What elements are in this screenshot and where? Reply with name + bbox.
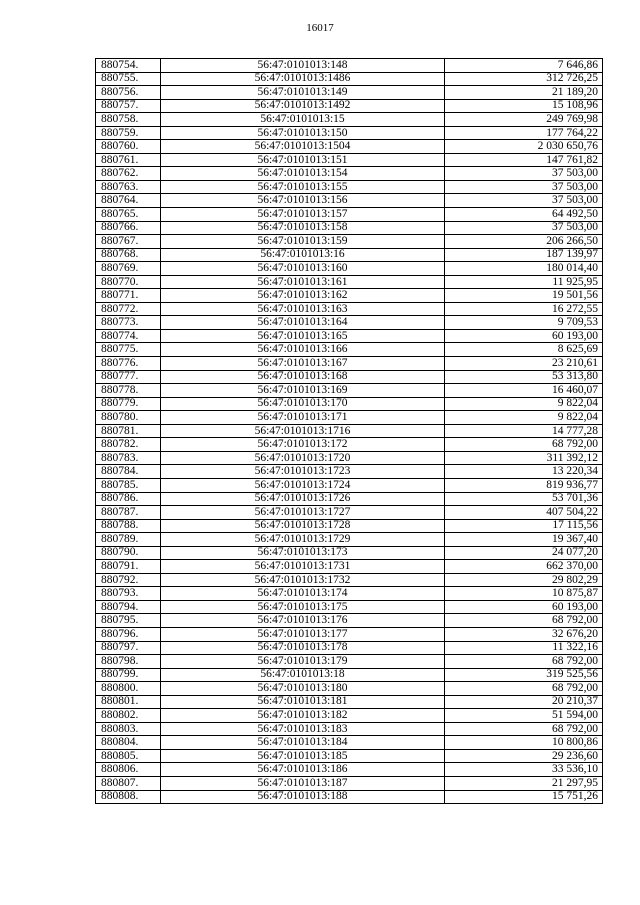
table-row bbox=[96, 573, 603, 587]
cadastral-value-cell: 68 792,00 bbox=[445, 722, 603, 736]
table-row bbox=[96, 519, 603, 533]
cadastral-value-cell: 180 014,40 bbox=[445, 262, 603, 276]
cadastral-value-cell: 53 313,80 bbox=[445, 370, 603, 384]
row-number-cell: 880805. bbox=[96, 749, 161, 763]
cadastral-value-cell: 13 220,34 bbox=[445, 465, 603, 479]
cadastral-number-cell: 56:47:0101013:18 bbox=[161, 668, 445, 682]
cadastral-number-cell: 56:47:0101013:188 bbox=[161, 790, 445, 804]
cadastral-number-cell: 56:47:0101013:1727 bbox=[161, 506, 445, 520]
cadastral-value-cell: 15 751,26 bbox=[445, 790, 603, 804]
row-number-cell: 880762. bbox=[96, 167, 161, 181]
cadastral-number-cell: 56:47:0101013:157 bbox=[161, 208, 445, 222]
table-row bbox=[96, 180, 603, 194]
row-number-cell: 880793. bbox=[96, 587, 161, 601]
table-row bbox=[96, 194, 603, 208]
cadastral-number-cell: 56:47:0101013:15 bbox=[161, 113, 445, 127]
cadastral-number-cell: 56:47:0101013:181 bbox=[161, 695, 445, 709]
table-row bbox=[96, 465, 603, 479]
row-number-cell: 880763. bbox=[96, 180, 161, 194]
cadastral-number-cell: 56:47:0101013:164 bbox=[161, 316, 445, 330]
table-row bbox=[96, 424, 603, 438]
cadastral-value-cell: 29 236,60 bbox=[445, 749, 603, 763]
row-number-cell: 880808. bbox=[96, 790, 161, 804]
table-row bbox=[96, 614, 603, 628]
cadastral-number-cell: 56:47:0101013:171 bbox=[161, 411, 445, 425]
cadastral-value-cell: 53 701,36 bbox=[445, 492, 603, 506]
cadastral-number-cell: 56:47:0101013:165 bbox=[161, 329, 445, 343]
cadastral-number-cell: 56:47:0101013:154 bbox=[161, 167, 445, 181]
cadastral-number-cell: 56:47:0101013:1723 bbox=[161, 465, 445, 479]
table-row bbox=[96, 776, 603, 790]
cadastral-number-cell: 56:47:0101013:1732 bbox=[161, 573, 445, 587]
cadastral-value-cell: 177 764,22 bbox=[445, 126, 603, 140]
row-number-cell: 880783. bbox=[96, 451, 161, 465]
cadastral-number-cell: 56:47:0101013:149 bbox=[161, 86, 445, 100]
row-number-cell: 880779. bbox=[96, 397, 161, 411]
cadastral-number-cell: 56:47:0101013:163 bbox=[161, 302, 445, 316]
cadastral-value-cell: 206 266,50 bbox=[445, 235, 603, 249]
cadastral-value-cell: 37 503,00 bbox=[445, 194, 603, 208]
table-row bbox=[96, 235, 603, 249]
cadastral-number-cell: 56:47:0101013:177 bbox=[161, 627, 445, 641]
row-number-cell: 880761. bbox=[96, 153, 161, 167]
row-number-cell: 880771. bbox=[96, 289, 161, 303]
row-number-cell: 880775. bbox=[96, 343, 161, 357]
cadastral-value-cell: 60 193,00 bbox=[445, 600, 603, 614]
cadastral-value-cell: 68 792,00 bbox=[445, 438, 603, 452]
row-number-cell: 880757. bbox=[96, 99, 161, 113]
cadastral-value-cell: 10 875,87 bbox=[445, 587, 603, 601]
cadastral-number-cell: 56:47:0101013:1716 bbox=[161, 424, 445, 438]
cadastral-number-cell: 56:47:0101013:155 bbox=[161, 180, 445, 194]
table-row bbox=[96, 560, 603, 574]
cadastral-value-table bbox=[95, 58, 603, 804]
table-row bbox=[96, 790, 603, 804]
row-number-cell: 880802. bbox=[96, 709, 161, 723]
row-number-cell: 880769. bbox=[96, 262, 161, 276]
row-number-cell: 880799. bbox=[96, 668, 161, 682]
cadastral-value-cell: 20 210,37 bbox=[445, 695, 603, 709]
cadastral-number-cell: 56:47:0101013:185 bbox=[161, 749, 445, 763]
cadastral-value-cell: 147 761,82 bbox=[445, 153, 603, 167]
table-row bbox=[96, 126, 603, 140]
row-number-cell: 880804. bbox=[96, 736, 161, 750]
table-row bbox=[96, 343, 603, 357]
cadastral-value-cell: 33 536,10 bbox=[445, 763, 603, 777]
cadastral-number-cell: 56:47:0101013:172 bbox=[161, 438, 445, 452]
cadastral-number-cell: 56:47:0101013:187 bbox=[161, 776, 445, 790]
table-row bbox=[96, 627, 603, 641]
row-number-cell: 880765. bbox=[96, 208, 161, 222]
cadastral-value-cell: 311 392,12 bbox=[445, 451, 603, 465]
cadastral-value-cell: 16 460,07 bbox=[445, 384, 603, 398]
row-number-cell: 880774. bbox=[96, 329, 161, 343]
table-row bbox=[96, 600, 603, 614]
row-number-cell: 880797. bbox=[96, 641, 161, 655]
row-number-cell: 880785. bbox=[96, 478, 161, 492]
cadastral-value-cell: 312 726,25 bbox=[445, 72, 603, 86]
cadastral-value-cell: 9 709,53 bbox=[445, 316, 603, 330]
row-number-cell: 880787. bbox=[96, 506, 161, 520]
table-row bbox=[96, 546, 603, 560]
cadastral-number-cell: 56:47:0101013:178 bbox=[161, 641, 445, 655]
cadastral-number-cell: 56:47:0101013:174 bbox=[161, 587, 445, 601]
row-number-cell: 880807. bbox=[96, 776, 161, 790]
cadastral-number-cell: 56:47:0101013:168 bbox=[161, 370, 445, 384]
cadastral-value-cell: 60 193,00 bbox=[445, 329, 603, 343]
row-number-cell: 880778. bbox=[96, 384, 161, 398]
table-row bbox=[96, 722, 603, 736]
cadastral-number-cell: 56:47:0101013:159 bbox=[161, 235, 445, 249]
table-row bbox=[96, 655, 603, 669]
table-row bbox=[96, 641, 603, 655]
row-number-cell: 880755. bbox=[96, 72, 161, 86]
table-row bbox=[96, 275, 603, 289]
table-row bbox=[96, 262, 603, 276]
row-number-cell: 880788. bbox=[96, 519, 161, 533]
row-number-cell: 880790. bbox=[96, 546, 161, 560]
cadastral-number-cell: 56:47:0101013:1726 bbox=[161, 492, 445, 506]
row-number-cell: 880794. bbox=[96, 600, 161, 614]
cadastral-number-cell: 56:47:0101013:1504 bbox=[161, 140, 445, 154]
cadastral-value-cell: 21 297,95 bbox=[445, 776, 603, 790]
row-number-cell: 880759. bbox=[96, 126, 161, 140]
row-number-cell: 880767. bbox=[96, 235, 161, 249]
table-row bbox=[96, 302, 603, 316]
row-number-cell: 880766. bbox=[96, 221, 161, 235]
cadastral-number-cell: 56:47:0101013:162 bbox=[161, 289, 445, 303]
table-row bbox=[96, 113, 603, 127]
cadastral-number-cell: 56:47:0101013:176 bbox=[161, 614, 445, 628]
cadastral-value-cell: 9 822,04 bbox=[445, 397, 603, 411]
cadastral-number-cell: 56:47:0101013:183 bbox=[161, 722, 445, 736]
cadastral-value-cell: 51 594,00 bbox=[445, 709, 603, 723]
row-number-cell: 880784. bbox=[96, 465, 161, 479]
cadastral-number-cell: 56:47:0101013:151 bbox=[161, 153, 445, 167]
table-row bbox=[96, 208, 603, 222]
cadastral-value-cell: 187 139,97 bbox=[445, 248, 603, 262]
cadastral-number-cell: 56:47:0101013:179 bbox=[161, 655, 445, 669]
cadastral-value-cell: 24 077,20 bbox=[445, 546, 603, 560]
cadastral-number-cell: 56:47:0101013:1486 bbox=[161, 72, 445, 86]
table-row bbox=[96, 506, 603, 520]
cadastral-number-cell: 56:47:0101013:148 bbox=[161, 59, 445, 73]
row-number-cell: 880782. bbox=[96, 438, 161, 452]
table-row bbox=[96, 86, 603, 100]
cadastral-number-cell: 56:47:0101013:161 bbox=[161, 275, 445, 289]
table-row bbox=[96, 736, 603, 750]
cadastral-number-cell: 56:47:0101013:1492 bbox=[161, 99, 445, 113]
table-row bbox=[96, 682, 603, 696]
row-number-cell: 880768. bbox=[96, 248, 161, 262]
row-number-cell: 880800. bbox=[96, 682, 161, 696]
table-row bbox=[96, 533, 603, 547]
cadastral-value-cell: 32 676,20 bbox=[445, 627, 603, 641]
row-number-cell: 880776. bbox=[96, 357, 161, 371]
cadastral-value-cell: 68 792,00 bbox=[445, 655, 603, 669]
cadastral-value-cell: 16 272,55 bbox=[445, 302, 603, 316]
cadastral-number-cell: 56:47:0101013:167 bbox=[161, 357, 445, 371]
cadastral-number-cell: 56:47:0101013:1731 bbox=[161, 560, 445, 574]
cadastral-number-cell: 56:47:0101013:1729 bbox=[161, 533, 445, 547]
cadastral-number-cell: 56:47:0101013:182 bbox=[161, 709, 445, 723]
row-number-cell: 880795. bbox=[96, 614, 161, 628]
cadastral-number-cell: 56:47:0101013:156 bbox=[161, 194, 445, 208]
table-row bbox=[96, 99, 603, 113]
cadastral-number-cell: 56:47:0101013:180 bbox=[161, 682, 445, 696]
row-number-cell: 880754. bbox=[96, 59, 161, 73]
row-number-cell: 880758. bbox=[96, 113, 161, 127]
row-number-cell: 880760. bbox=[96, 140, 161, 154]
cadastral-value-cell: 37 503,00 bbox=[445, 221, 603, 235]
table-body bbox=[96, 59, 603, 804]
cadastral-value-cell: 15 108,96 bbox=[445, 99, 603, 113]
cadastral-value-cell: 11 322,16 bbox=[445, 641, 603, 655]
cadastral-value-cell: 64 492,50 bbox=[445, 208, 603, 222]
cadastral-value-cell: 819 936,77 bbox=[445, 478, 603, 492]
cadastral-number-cell: 56:47:0101013:175 bbox=[161, 600, 445, 614]
row-number-cell: 880764. bbox=[96, 194, 161, 208]
cadastral-value-cell: 662 370,00 bbox=[445, 560, 603, 574]
cadastral-value-cell: 37 503,00 bbox=[445, 180, 603, 194]
row-number-cell: 880756. bbox=[96, 86, 161, 100]
table-row bbox=[96, 411, 603, 425]
table-row bbox=[96, 357, 603, 371]
table-row bbox=[96, 749, 603, 763]
cadastral-number-cell: 56:47:0101013:16 bbox=[161, 248, 445, 262]
page-number: 16017 bbox=[306, 22, 334, 34]
table-row bbox=[96, 370, 603, 384]
cadastral-value-cell: 9 822,04 bbox=[445, 411, 603, 425]
cadastral-value-cell: 29 802,29 bbox=[445, 573, 603, 587]
cadastral-value-cell: 19 501,56 bbox=[445, 289, 603, 303]
row-number-cell: 880772. bbox=[96, 302, 161, 316]
cadastral-value-cell: 19 367,40 bbox=[445, 533, 603, 547]
cadastral-value-cell: 10 800,86 bbox=[445, 736, 603, 750]
cadastral-value-cell: 407 504,22 bbox=[445, 506, 603, 520]
cadastral-value-cell: 319 525,56 bbox=[445, 668, 603, 682]
cadastral-number-cell: 56:47:0101013:170 bbox=[161, 397, 445, 411]
row-number-cell: 880780. bbox=[96, 411, 161, 425]
table-row bbox=[96, 329, 603, 343]
cadastral-number-cell: 56:47:0101013:169 bbox=[161, 384, 445, 398]
cadastral-value-cell: 11 925,95 bbox=[445, 275, 603, 289]
table-row bbox=[96, 140, 603, 154]
cadastral-value-cell: 7 646,86 bbox=[445, 59, 603, 73]
table-row bbox=[96, 221, 603, 235]
cadastral-value-cell: 8 625,69 bbox=[445, 343, 603, 357]
table-row bbox=[96, 72, 603, 86]
table-row bbox=[96, 492, 603, 506]
cadastral-value-cell: 37 503,00 bbox=[445, 167, 603, 181]
table-row bbox=[96, 668, 603, 682]
row-number-cell: 880803. bbox=[96, 722, 161, 736]
row-number-cell: 880773. bbox=[96, 316, 161, 330]
row-number-cell: 880786. bbox=[96, 492, 161, 506]
table-row bbox=[96, 316, 603, 330]
row-number-cell: 880806. bbox=[96, 763, 161, 777]
table-row bbox=[96, 763, 603, 777]
row-number-cell: 880801. bbox=[96, 695, 161, 709]
cadastral-value-cell: 2 030 650,76 bbox=[445, 140, 603, 154]
table-row bbox=[96, 384, 603, 398]
cadastral-value-cell: 14 777,28 bbox=[445, 424, 603, 438]
table-row bbox=[96, 438, 603, 452]
cadastral-number-cell: 56:47:0101013:186 bbox=[161, 763, 445, 777]
row-number-cell: 880777. bbox=[96, 370, 161, 384]
row-number-cell: 880791. bbox=[96, 560, 161, 574]
table-row bbox=[96, 59, 603, 73]
table-row bbox=[96, 478, 603, 492]
cadastral-value-cell: 23 210,61 bbox=[445, 357, 603, 371]
cadastral-value-cell: 68 792,00 bbox=[445, 682, 603, 696]
row-number-cell: 880789. bbox=[96, 533, 161, 547]
row-number-cell: 880792. bbox=[96, 573, 161, 587]
cadastral-number-cell: 56:47:0101013:184 bbox=[161, 736, 445, 750]
table-row bbox=[96, 167, 603, 181]
table-row bbox=[96, 248, 603, 262]
cadastral-number-cell: 56:47:0101013:1728 bbox=[161, 519, 445, 533]
cadastral-number-cell: 56:47:0101013:173 bbox=[161, 546, 445, 560]
cadastral-number-cell: 56:47:0101013:150 bbox=[161, 126, 445, 140]
table-row bbox=[96, 587, 603, 601]
cadastral-number-cell: 56:47:0101013:166 bbox=[161, 343, 445, 357]
cadastral-value-cell: 17 115,56 bbox=[445, 519, 603, 533]
cadastral-value-cell: 249 769,98 bbox=[445, 113, 603, 127]
table-row bbox=[96, 451, 603, 465]
table-row bbox=[96, 695, 603, 709]
cadastral-number-cell: 56:47:0101013:1724 bbox=[161, 478, 445, 492]
row-number-cell: 880796. bbox=[96, 627, 161, 641]
row-number-cell: 880781. bbox=[96, 424, 161, 438]
row-number-cell: 880798. bbox=[96, 655, 161, 669]
row-number-cell: 880770. bbox=[96, 275, 161, 289]
table-row bbox=[96, 709, 603, 723]
cadastral-value-cell: 21 189,20 bbox=[445, 86, 603, 100]
cadastral-number-cell: 56:47:0101013:1720 bbox=[161, 451, 445, 465]
table-row bbox=[96, 289, 603, 303]
table-row bbox=[96, 153, 603, 167]
table-row bbox=[96, 397, 603, 411]
cadastral-number-cell: 56:47:0101013:158 bbox=[161, 221, 445, 235]
cadastral-number-cell: 56:47:0101013:160 bbox=[161, 262, 445, 276]
cadastral-value-cell: 68 792,00 bbox=[445, 614, 603, 628]
